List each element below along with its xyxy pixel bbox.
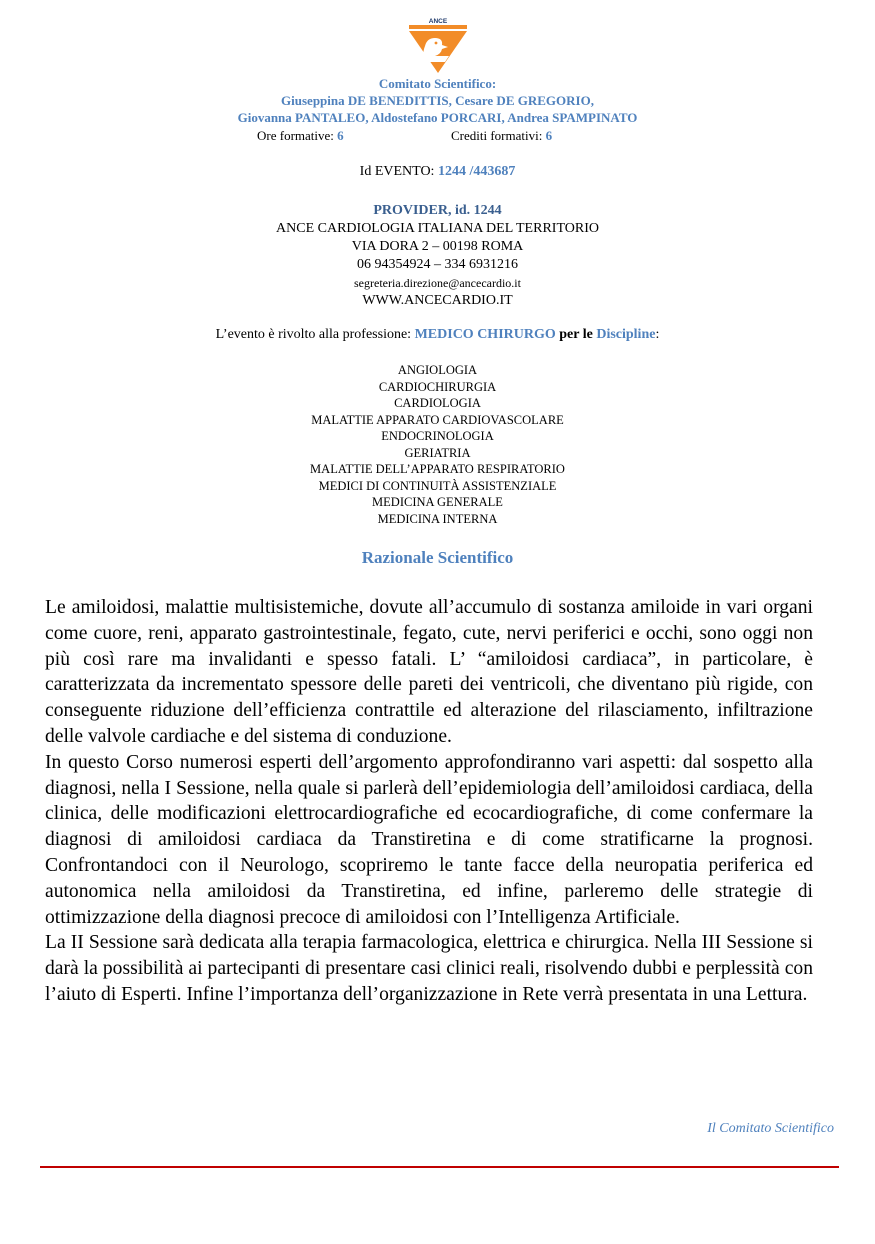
target-profession [0,327,875,343]
evento-label: Id EVENTO: [359,164,435,179]
discipline-item: MALATTIE APPARATO CARDIOVASCOLARE [311,412,564,427]
comitato-members-line1: Giuseppina DE BENEDITTIS, Cesare DE GREGORIO, [281,93,594,108]
provider-heading: PROVIDER, id. 1244 [373,203,502,218]
paragraph: La II Sessione sarà dedicata alla terapia farmacologica, elettrica e chirurgica. Nella III Sessione si darà la possibilità ai partecipanti di presentare casi clinici reali, risolvendo dubbi e perplessità con l’aiuto di Esperti. Infine l’importanza dell’organizzazione in Rete verrà presentata in una Lettura. [45,932,813,1005]
discipline-item: ENDOCRINOLOGIA [381,429,494,443]
discipline-item: CARDIOCHIRURGIA [378,379,497,394]
rivolto-prefix: L’evento è rivolto alla professione: [215,327,412,342]
discipline-item: MEDICI DI CONTINUITÀ ASSISTENZIALE [318,478,557,493]
crediti-value: 6 [545,128,553,143]
signature: Il Comitato Scientifico [707,1121,834,1136]
discipline-item: MEDICINA INTERNA [377,511,498,526]
evento-value: 1244 /443687 [437,164,516,179]
per-le: per le [559,327,593,342]
ance-logo [405,16,471,74]
logo-text: ANCE [428,18,448,25]
section-title: Razionale Scientifico [361,548,514,567]
discipline-item: GERIATRIA [404,445,471,460]
provider-website[interactable]: WWW.ANCECARDIO.IT [362,293,513,308]
ore-formative [257,128,344,144]
rivolto-colon: : [655,327,660,342]
discipline-list [0,362,875,527]
discipline-item: ANGIOLOGIA [397,363,478,377]
discipline-item: MEDICINA GENERALE [372,495,503,509]
provider-name: ANCE CARDIOLOGIA ITALIANA DEL TERRITORIO [276,221,599,236]
id-evento [0,164,875,180]
razionale-body [45,595,813,1008]
ore-value: 6 [337,128,344,143]
comitato-members-line2: Giovanna PANTALEO, Aldostefano PORCARI, Andrea SPAMPINATO [237,110,638,125]
logo-banner [409,25,467,29]
paragraph: Le amiloidosi, malattie multisistemiche, dovute all’accumulo di sostanza amiloide in vari organi come cuore, reni, apparato gastrointestinale, fegato, cute, nervi periferici e occhi, sono oggi non più così rare ma invalidanti e spesso fatali. L’ “amiloidosi cardiaca”, in particolare, è caratterizzata da incrementato spessore delle pareti dei ventricoli, che diventano più rigide, con conseguente riduzione dell’efficienza contrattile ed alterazione del rilasciamento, infiltrazione delle valvole cardiache e del sistema di conduzione. [45,597,813,747]
crediti-label: Crediti formativi: [451,128,543,143]
provider-phone: 06 94354924 – 334 6931216 [357,257,518,272]
provider-email[interactable]: segreteria.direzione@ancecardio.it [354,276,521,290]
crediti-formativi [451,128,552,144]
discipline-word: Discipline [596,327,656,342]
discipline-item: CARDIOLOGIA [394,396,481,410]
ore-label: Ore formative: [257,128,334,143]
paragraph: In questo Corso numerosi esperti dell’argomento approfondiranno vari aspetti: dal sospetto alla diagnosi, nella I Sessione, nella quale si parlerà dell’epidemiologia dell’amiloidosi cardiaca, della clinica, delle modificazioni elettrocardiografiche ed ecocardiografiche, di come confermare la diagnosi di amiloidosi cardiaca da Transtiretina e di come stratificarne la prognosi. Confrontandoci con il Neurologo, scopriremo le tante facce della neuropatia periferica ed autonomica nella amiloidosi da Transtiretina, ed infine, parleremo delle strategie di ottimizzazione della diagnosi precoce di amiloidosi con l’Intelligenza Artificiale. [45,751,813,928]
provider-block [0,202,875,310]
provider-address: VIA DORA 2 – 00198 ROMA [351,239,524,254]
discipline-item: MALATTIE DELL’APPARATO RESPIRATORIO [310,462,565,476]
comitato-heading: Comitato Scientifico: [378,76,497,91]
comitato-block [0,75,875,126]
logo-bird-eye [435,42,438,45]
footer-rule [40,1166,839,1168]
profession-name: MEDICO CHIRURGO [414,327,556,342]
